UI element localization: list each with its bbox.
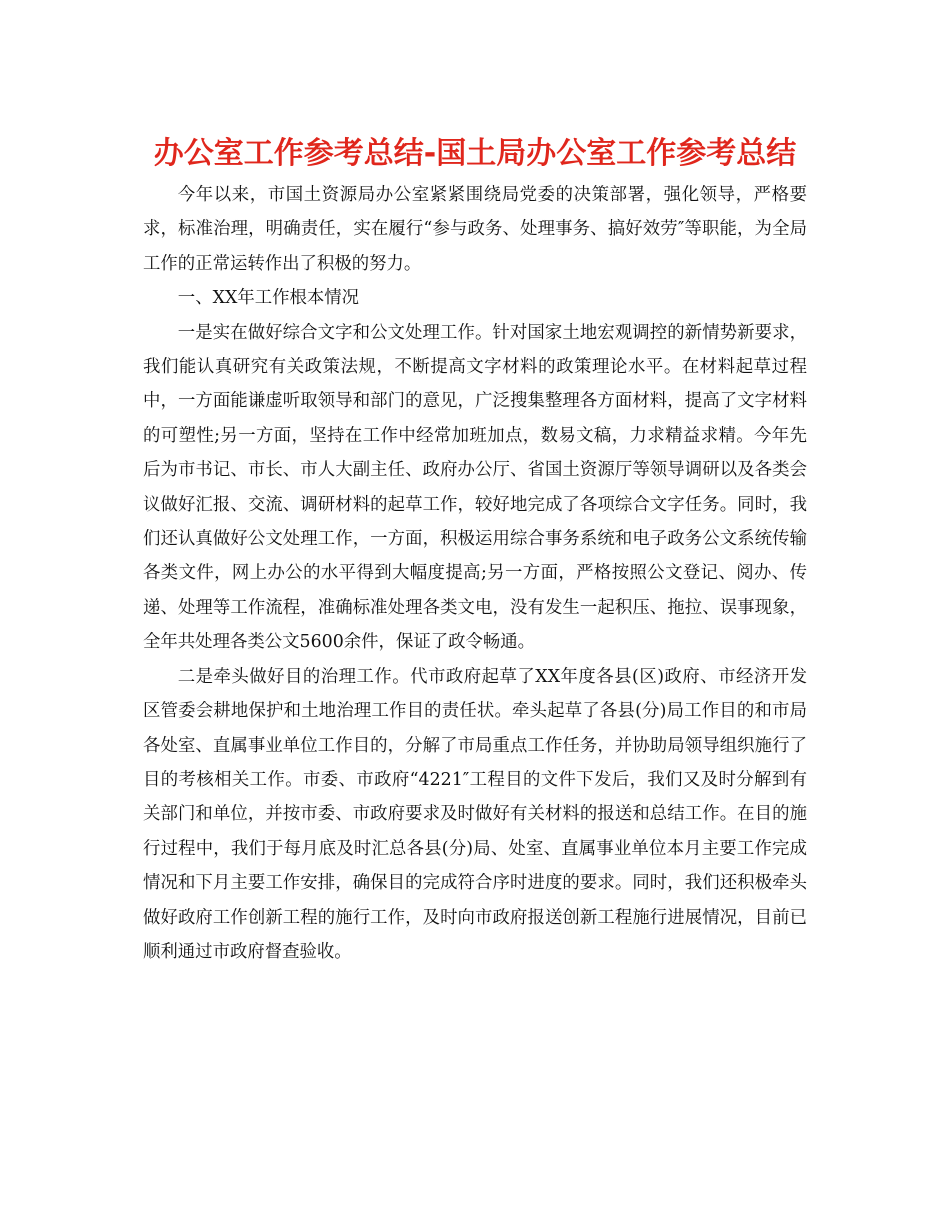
section-heading: 一、XX年工作根本情况 <box>177 288 360 309</box>
paragraph-writing-work: 一是实在做好综合文字和公文处理工作。针对国家土地宏观调控的新情势新要求，我们能认真研究有关政策法规，不断提高文字材料的政策理论水平。在材料起草过程中，一方面能谦虚听取领导和部门的意见，广泛搜集整理各方面材料，提高了文字材料的可塑性;另一方面，坚持在工作中经常加班加点，数易文稿，力求精益求精。今年先后为市书记、市长、市人大副主任、政府办公厅、省国土资源厅等领导调研以及各类会议做好汇报、交流、调研材料的起草工作，较好地完成了各项综合文字任务。同时，我们还认真做好公文处理工作，一方面，积极运用综合事务系统和电子政务公文系统传输各类文件，网上办公的水平得到大幅度提高;另一方面，严格按照公文登记、阅办、传递、处理等工作流程，准确标准处理各类文电，没有发生一起积压、拖拉、误事现象，全年共处理各类公文5600余件，保证了政令畅通。 <box>143 322 807 653</box>
paragraph-target-management: 二是牵头做好目的治理工作。代市政府起草了XX年度各县(区)政府、市经济开发区管委会耕地保护和土地治理工作目的责任状。牵头起草了各县(分)局工作目的和市局各处室、直属事业单位工作目的，分解了市局重点工作任务，并协助局领导组织施行了目的考核相关工作。市委、市政府“4221″工程目的文件下发后，我们又及时分解到有关部门和单位，并按市委、市政府要求及时做好有关材料的报送和总结工作。在目的施行过程中，我们于每月底及时汇总各县(分)局、处室、直属事业单位本月主要工作完成情况和下月主要工作安排，确保目的完成符合序时进度的要求。同时，我们还积极牵头做好政府工作创新工程的施行工作，及时向市政府报送创新工程施行进展情况，目前已顺利通过市政府督查验收。 <box>143 666 807 962</box>
document-body <box>143 178 807 969</box>
document-title: 办公室工作参考总结-国土局办公室工作参考总结 <box>153 136 797 171</box>
paragraph-intro: 今年以来，市国土资源局办公室紧紧围绕局党委的决策部署，强化领导，严格要求，标准治理，明确责任，实在履行“参与政务、处理事务、搞好效劳″等职能，为全局工作的正常运转作出了积极的努力。 <box>143 185 807 274</box>
